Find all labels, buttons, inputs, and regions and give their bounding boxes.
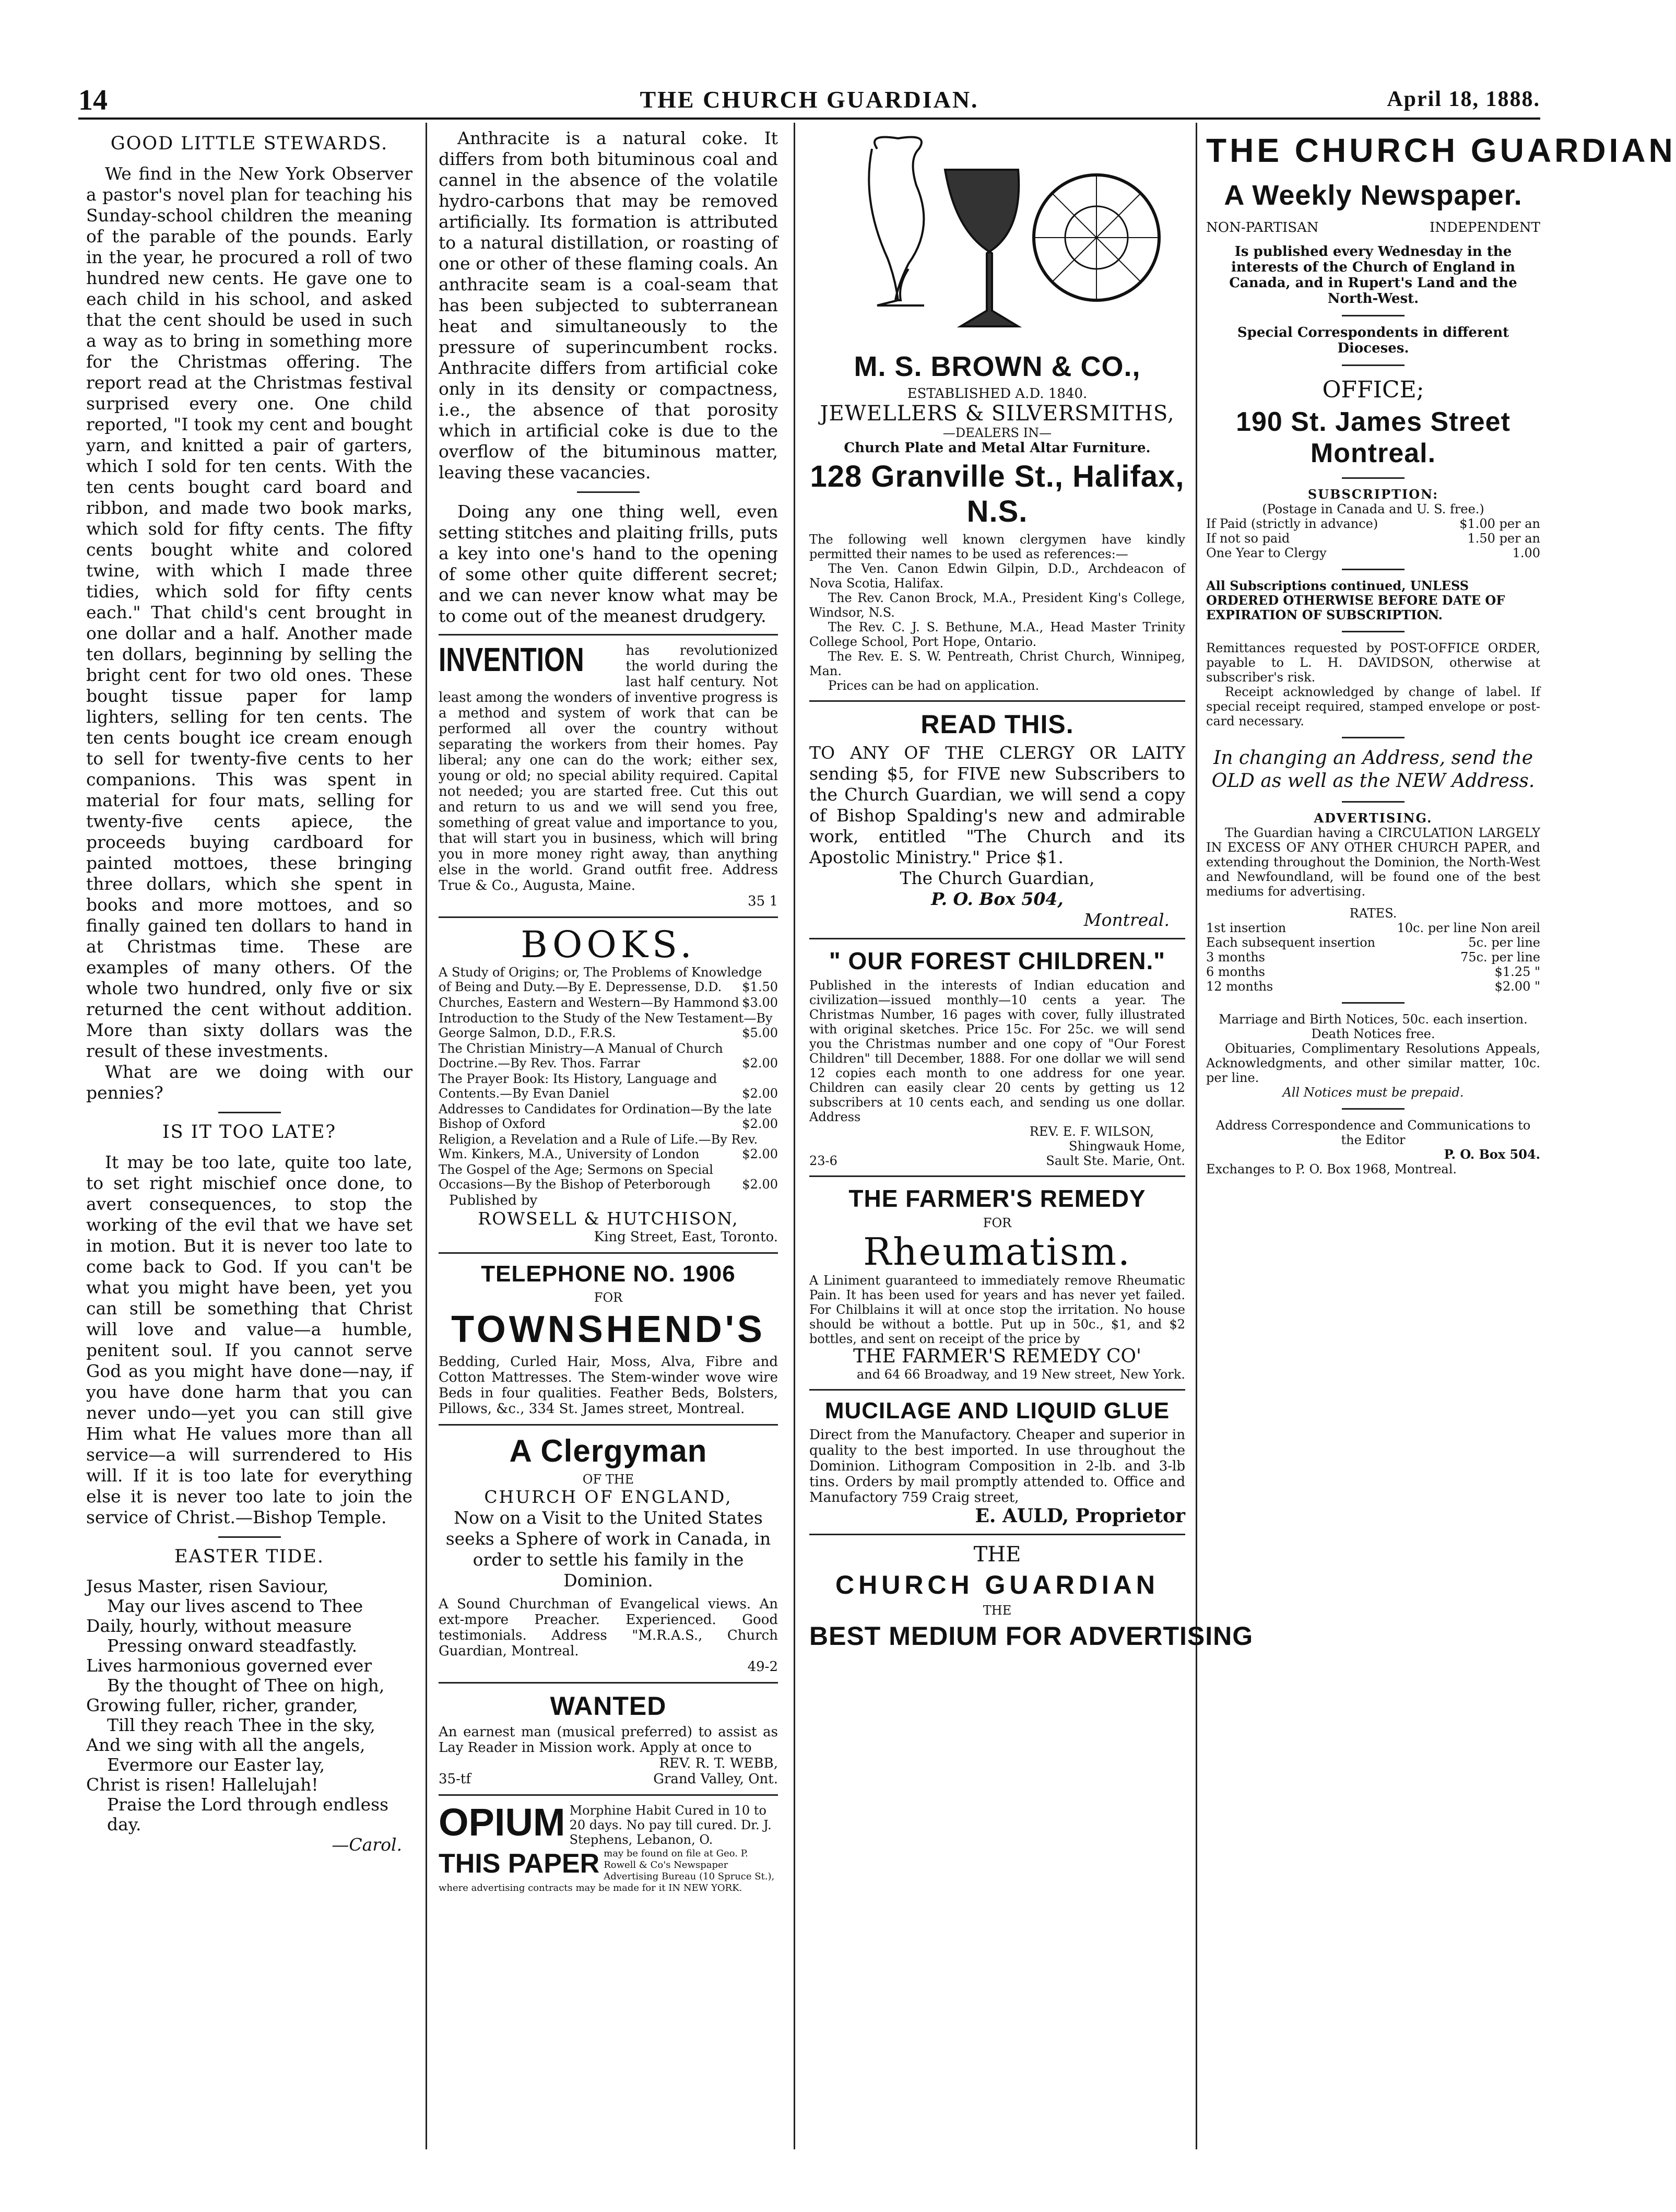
ad-rule [439, 1682, 778, 1684]
subscription-row-value: $1.00 per an [1459, 516, 1540, 531]
ad-rule [439, 1424, 778, 1426]
farmer-for: FOR [983, 1216, 1012, 1230]
advertising-text: The Guardian having a CIRCULATION LARGELY IN EXCESS OF ANY OTHER CHURCH PAPER, and extending throughout the Dominion, the North-West and Newfoundland, will be found one of the best mediums for advertising. [1206, 826, 1540, 899]
forest-place: Sault Ste. Marie, Ont. [1046, 1154, 1185, 1168]
best-medium: BEST MEDIUM FOR ADVERTISING [809, 1621, 1254, 1651]
read-this-text: TO ANY OF THE CLERGY OR LAITY sending $5, for FIVE new Subscribers to the Church Guardian, we will send a copy of Bishop Spalding's new and admirable work, entitled "The Church and its Apostolic Ministry." Price $1. [809, 743, 1185, 867]
changing-address: In changing an Address, send the OLD as well as the NEW Address. [1211, 747, 1535, 792]
book-entry [439, 965, 778, 994]
issue-date: April 18, 1888. [1387, 87, 1540, 111]
nonpartisan-row [1206, 220, 1540, 236]
rheumatism-heading: Rheumatism. [863, 1230, 1131, 1274]
ad-rule [809, 1534, 1185, 1535]
book-title: Addresses to Candidates for Ordination—By the late Bishop of Oxford [439, 1102, 772, 1131]
nonpartisan: NON-PARTISAN [1206, 220, 1319, 236]
book-price: $3.00 [742, 995, 778, 1010]
column-2 [439, 128, 778, 2144]
books-address: King Street, East, Toronto. [594, 1229, 778, 1245]
anthracite-article: Anthracite is a natural coke. It differs from both bituminous coal and cannel in the absence of the volatile hydro-carbons that may be removed artificially. Its formation is attributed to a natural distillation, or roasting of one or other of these flaming coals. An anthracite seam is a coal-seam that has been subjected to subterranean heat and simultaneously to the pressure of superincumbent rocks. Anthracite differs from artificial coke only in its density or compactness, i.e., the absence of that porosity which in artificial coke is due to the overflow of the bituminous matter, leaving these vacancies. [439, 128, 778, 483]
ad-rule [809, 700, 1185, 702]
wanted-name: REV. R. T. WEBB, [659, 1756, 778, 1771]
divider [1342, 1002, 1404, 1004]
subscription-row-value: 1.00 [1512, 546, 1540, 560]
forest-footer [809, 1154, 1185, 1168]
rate-row [1206, 979, 1540, 994]
brown-name: M. S. BROWN & CO., [854, 351, 1141, 382]
subscription-row-label: If not so paid [1206, 531, 1290, 546]
rate-row-label: 12 months [1206, 979, 1273, 994]
rate-row [1206, 950, 1540, 964]
clergyman-text: Now on a Visit to the United States seeks a Sphere of work in Canada, in order to settle his family in the Dominion. [445, 1508, 771, 1591]
opium-text: Morphine Habit Cured in 10 to 20 days. No pay till cured. Dr. J. Stephens, Lebanon, O. [569, 1803, 772, 1847]
poem-line: Jesus Master, risen Saviour, [86, 1576, 329, 1596]
book-title: The Christian Ministry—A Manual of Church Doctrine.—By Rev. Thos. Farrar [439, 1041, 723, 1070]
wanted-place: Grand Valley, Ont. [653, 1771, 778, 1787]
rate-row [1206, 921, 1540, 935]
subscription-row [1206, 516, 1540, 531]
independent: INDEPENDENT [1430, 220, 1540, 236]
ad-rule [439, 634, 778, 636]
reference-entry: The Rev. E. S. W. Pentreath, Christ Church, Winnipeg, Man. [809, 649, 1185, 678]
poem-line: And we sing with all the angels, [86, 1735, 365, 1755]
telephone-heading: TELEPHONE NO. 1906 [481, 1261, 736, 1287]
book-entry [439, 1102, 778, 1131]
special-correspondents: Special Correspondents in different Dioceses. [1237, 325, 1509, 356]
divider [1342, 569, 1404, 570]
column-divider [1196, 123, 1197, 2149]
ad-rule [809, 1389, 1185, 1391]
rate-row-value: 10c. per line Non areil [1397, 921, 1540, 935]
office-label: OFFICE; [1322, 376, 1424, 403]
prepaid-notice: All Notices must be prepaid. [1282, 1085, 1464, 1100]
book-price: $2.00 [742, 1147, 778, 1161]
invention-word: INVENTION [439, 641, 584, 678]
book-entry [439, 995, 778, 1010]
forest-children-text: Published in the interests of Indian education and civilization—issued monthly—10 cents a year. The Christmas Number, 16 pages with cover, fully illustrated with original sketches. Price 15c. For 25c. we will send you the Christmas number and one copy of "Our Forest Children" till December, 1888. For one dollar we will send 12 copies each month to one address for one year. Children can easily clear 20 cents by getting us 12 subscribers at 10 cents each, and sending us one dollar. Address [809, 978, 1185, 1124]
book-entry [439, 1041, 778, 1070]
wanted-heading: WANTED [550, 1691, 667, 1721]
wanted-text: An earnest man (musical preferred) to assist as Lay Reader in Mission work. Apply at once to [439, 1724, 778, 1756]
rate-row-label: 3 months [1206, 950, 1265, 964]
cg-title: THE CHURCH GUARDIAN [1206, 132, 1676, 169]
book-title: A Study of Origins; or, The Problems of Knowledge of Being and Duty.—By E. Depressense, D.D. [439, 965, 762, 994]
divider [1342, 315, 1404, 316]
brown-address: 128 Granville St., Halifax, N.S. [810, 460, 1185, 528]
stewards-question: What are we doing with our pennies? [86, 1062, 412, 1103]
this-paper-word: THIS PAPER [439, 1849, 600, 1879]
book-entry [439, 1162, 778, 1192]
book-price: $2.00 [742, 1086, 778, 1101]
divider [1342, 1108, 1404, 1110]
rate-row-label: 1st insertion [1206, 921, 1286, 935]
wanted-footer [439, 1771, 778, 1787]
office-address: 190 St. James Street Montreal. [1236, 407, 1510, 468]
easter-poem [86, 1576, 412, 1834]
brown-trade: JEWELLERS & SILVERSMITHS, [820, 402, 1175, 426]
reference-entry: The Rev. C. J. S. Bethune, M.A., Head Master Trinity College School, Port Hope, Ontario. [809, 620, 1185, 649]
obituaries-notice: Obituaries, Complimentary Resolutions Appeals, Acknowledgments, and other similar matter, 10c. per line. [1206, 1041, 1540, 1085]
mucilage-heading: MUCILAGE AND LIQUID GLUE [824, 1398, 1170, 1423]
ad-rule [809, 1175, 1185, 1177]
subscription-row-label: If Paid (strictly in advance) [1206, 516, 1378, 531]
advertising-heading: ADVERTISING. [1314, 810, 1433, 826]
book-entry [439, 1072, 778, 1101]
book-price: $5.00 [742, 1026, 778, 1040]
farmer-heading: THE FARMER'S REMEDY [848, 1185, 1146, 1212]
book-title: Churches, Eastern and Western—By Hammond [439, 995, 739, 1010]
ad-rule [439, 1794, 778, 1796]
brown-references [809, 561, 1185, 678]
poem-line: Praise the Lord through endless [107, 1794, 389, 1815]
poem-line: Lives harmonious governed ever [86, 1655, 372, 1676]
read-this-box: P. O. Box 504, [931, 889, 1064, 909]
poem-line: Christ is risen! Hallelujah! [86, 1774, 318, 1795]
poem-line: Pressing onward steadfastly. [107, 1636, 358, 1656]
rate-row-value: $1.25 " [1494, 964, 1540, 979]
divider [1342, 477, 1404, 479]
address-editor: Address Correspondence and Communications to the Editor [1215, 1118, 1531, 1147]
reference-entry: The Rev. Canon Brock, M.A., President King's College, Windsor, N.S. [809, 591, 1185, 620]
farmer-company: THE FARMER'S REMEDY CO' [853, 1346, 1141, 1367]
too-late-heading: IS IT TOO LATE? [162, 1122, 337, 1143]
book-entry [439, 1011, 778, 1040]
forest-code: 23-6 [809, 1154, 837, 1168]
masthead-rule [78, 117, 1540, 120]
best-the-2: THE [983, 1603, 1012, 1618]
divider [1342, 801, 1404, 803]
poem-line: May our lives ascend to Thee [107, 1596, 363, 1616]
invention-code: 35 1 [748, 893, 778, 909]
read-this-heading: READ THIS. [920, 710, 1074, 739]
newspaper-title: THE CHURCH GUARDIAN. [640, 86, 979, 113]
rate-row-value: $2.00 " [1494, 979, 1540, 994]
column-1 [86, 128, 412, 2144]
opium-word: OPIUM [439, 1801, 565, 1844]
subscriptions-continued: All Subscriptions continued, UNLESS ORDERED OTHERWISE BEFORE DATE OF EXPIRATION OF SUBSCRIPTION. [1206, 578, 1505, 622]
book-title: Religion, a Revelation and a Rule of Life.—By Rev. Wm. Kinkers, M.A., University of London [439, 1132, 758, 1161]
townshend-heading: TOWNSHEND'S [451, 1309, 765, 1350]
goblet-and-plate-icon [830, 128, 1164, 347]
ad-rule [439, 1252, 778, 1254]
brown-dealers: —DEALERS IN— [942, 426, 1052, 440]
published-notice: Is published every Wednesday in the interests of the Church of England in Canada, and in Rupert's Land and the North-West. [1229, 244, 1517, 307]
clergyman-code: 49-2 [747, 1659, 778, 1675]
for-label: FOR [594, 1290, 623, 1305]
book-price: $2.00 [742, 1177, 778, 1192]
rate-row [1206, 935, 1540, 950]
too-late-article: It may be too late, quite too late, to set right mischief once done, to avert consequences, to stop the working of the evil that we have set in motion. But it is never too late to come back to God. If you can't be what you might have been, yet you can still be something that Christ will love and value—a humble, penitent soul. If you cannot serve God as you might have done—nay, if you have done harm that you can never undo—yet you can still give Him what He values more than all service—a will surrendered to His will. If it is too late for everything else it is never too late to join the service of Christ.—Bishop Temple. [86, 1152, 412, 1527]
book-price: $2.00 [742, 1116, 778, 1131]
marriage-notices: Marriage and Birth Notices, 50c. each insertion. Death Notices free. [1219, 1012, 1528, 1041]
mucilage-proprietor: E. AULD, Proprietor [975, 1505, 1185, 1527]
subscription-row [1206, 546, 1540, 560]
stewards-heading: GOOD LITTLE STEWARDS. [110, 133, 388, 154]
remittances: Remittances requested by POST-OFFICE ORDER, payable to L. H. DAVIDSON, otherwise at subscriber's risk. [1206, 641, 1540, 685]
book-price: $2.00 [742, 1056, 778, 1070]
farmer-text: A Liniment guaranteed to immediately remove Rheumatic Pain. It has been used for years and has never yet failed. For Chilblains it will at once stop the irritation. No house should be without a bottle. Put up in 50c., $1, and $2 bottles, and sent on receipt of the price by [809, 1273, 1185, 1346]
subscription-row-label: One Year to Clergy [1206, 546, 1327, 560]
invention-ad [439, 643, 778, 909]
book-price: $1.50 [742, 980, 778, 994]
weekly-newspaper: A Weekly Newspaper. [1224, 180, 1522, 211]
book-title: Introduction to the Study of the New Testament—By George Salmon, D.D., F.R.S. [439, 1011, 773, 1040]
books-list [439, 965, 778, 1192]
stewards-article: We find in the New York Observer a pastor's novel plan for teaching his Sunday-school children the meaning of the parable of the pounds. Early in the year, he procured a roll of two hundred new cents. He gave one to each child in his school, and asked that the cent should be used in such a way as to bring in something more for the Christmas offering. The report read at the Christmas festival surprised every one. One child reported, "I took my cent and bought yarn, and knitted a pair of garters, which I sold for ten cents. With the ten cents bought card board and ribbon, and made two book marks, which sold for fifty cents. The fifty cents bought white and colored twine, with which I made three tidies, which sold for fifty cents each." That child's cent brought in one dollar and a half. Another made ten dollars, beginning by selling the bright cent for two old ones. These bought tissue paper for lamp lighters, selling for ten cents. The ten cents bought ice cream enough to sell for twenty-five cents to her companions. This was spent in material for four mats, selling for twenty-five cents apiece, the proceeds buying cardboard for painted mottoes, these bringing three dollars, which she spent in books and more mottoes, and so finally gained ten dollars to hand in at Christmas time. These are examples of many others. Of the whole two hundred, only five or six returned the cent without addition. More than sixty dollars was the result of these investments. [86, 163, 412, 1061]
subscription-row-value: 1.50 per an [1467, 531, 1540, 546]
invention-text: has revolutionized the world during the last half century. Not least among the wonders of inventive progress is a method and system of work that can be performed all over the country without separating the workers from their homes. Pay liberal; any one can do the work; either sex, young or old; no special ability required. Capital not needed; you are started free. Cut this out and return to us and we will send you free, something of great value and importance to you, that will start you in business, which will bring you in more money right away, than anything else in the world. Grand outfit free. Address True & Co., Augusta, Maine. [439, 643, 778, 893]
farmer-address: and 64 66 Broadway, and 19 New street, New York. [856, 1367, 1185, 1382]
page-number: 14 [78, 84, 108, 116]
brown-prices: Prices can be had on application. [828, 678, 1040, 693]
of-the-label: OF THE [582, 1472, 634, 1487]
forest-children-heading: " OUR FOREST CHILDREN." [829, 947, 1166, 974]
subscription-heading: SUBSCRIPTION: [1307, 487, 1439, 502]
clergyman-details: A Sound Churchman of Evangelical views. An ext-mpore Preacher. Experienced. Good testimonials. Address "M.R.A.S., Church Guardian, Montreal. [439, 1596, 778, 1659]
best-church-guardian: CHURCH GUARDIAN [835, 1570, 1159, 1599]
rate-row-value: 75c. per line [1460, 950, 1540, 964]
poem-author: —Carol. [332, 1834, 402, 1855]
subscription-rates [1206, 516, 1540, 560]
divider [577, 491, 640, 493]
ad-rule [809, 938, 1185, 939]
receipt-note: Receipt acknowledged by change of label. If special receipt required, stamped envelope or post-card necessary. [1206, 685, 1540, 728]
poem-line: Daily, hourly, without measure [86, 1616, 352, 1636]
exchanges: Exchanges to P. O. Box 1968, Montreal. [1206, 1162, 1457, 1176]
masthead [78, 84, 1540, 115]
column-divider [426, 123, 427, 2149]
books-publisher: ROWSELL & HUTCHISON, [478, 1208, 739, 1229]
reference-entry: The Ven. Canon Edwin Gilpin, D.D., Archdeacon of Nova Scotia, Halifax. [809, 561, 1185, 591]
brown-intro: The following well known clergymen have kindly permitted their names to be used as references:— [809, 532, 1185, 561]
ad-rule [439, 916, 778, 918]
this-paper-text: may be found on file at Geo. P. Rowell & Co's Newspaper Advertising Bureau (10 Spruce St.), where advertising contracts may be made for it IN NEW YORK. [439, 1848, 775, 1893]
divider [1342, 631, 1404, 632]
poem-line: Growing fuller, richer, grander, [86, 1695, 358, 1715]
books-heading: BOOKS. [521, 923, 696, 966]
divider [218, 1112, 281, 1113]
forest-home: Shingwauk Home, [1069, 1139, 1185, 1154]
easter-heading: EASTER TIDE. [174, 1546, 325, 1567]
read-this-sign: The Church Guardian, [900, 868, 1095, 888]
church-of-england: CHURCH OF ENGLAND, [484, 1487, 733, 1507]
doing-well-article: Doing any one thing well, even setting stitches and plaiting frills, puts a key into one's hand to the opening of some other quite different secret; and we can never know what may be to come out of the meanest drudgery. [439, 501, 778, 626]
clergyman-heading: A Clergyman [509, 1433, 707, 1468]
rate-row-label: Each subsequent insertion [1206, 935, 1376, 950]
editor-box: P. O. Box 504. [1444, 1147, 1540, 1162]
divider [1342, 364, 1404, 366]
rate-row-label: 6 months [1206, 964, 1265, 979]
rates-heading: RATES. [1349, 906, 1397, 921]
poem-line: Evermore our Easter lay, [107, 1755, 325, 1775]
opium-ad [439, 1801, 778, 1847]
mucilage-text: Direct from the Manufactory. Cheaper and superior in quality to the best imported. In use throughout the Dominion. Lithogram Composition in 2-lb. and 3-lb tins. Orders by mail promptly attended to. Office and Manufactory 759 Craig street, [809, 1427, 1185, 1505]
rate-row [1206, 964, 1540, 979]
rate-row-value: 5c. per line [1468, 935, 1540, 950]
divider [1342, 737, 1404, 738]
advertising-rates [1206, 921, 1540, 994]
subscription-row [1206, 531, 1540, 546]
read-this-city: Montreal. [1083, 910, 1170, 930]
forest-name: REV. E. F. WILSON, [1029, 1124, 1154, 1139]
books-published: Published by [449, 1193, 538, 1208]
column-4 [1206, 128, 1676, 2144]
poem-line: day. [107, 1814, 141, 1834]
poem-line: By the thought of Thee on high, [107, 1675, 385, 1696]
poem-line: Till they reach Thee in the sky, [107, 1715, 375, 1735]
postage-note: (Postage in Canada and U. S. free.) [1262, 502, 1484, 516]
divider [218, 1536, 281, 1538]
book-title: The Prayer Book: Its History, Language and Contents.—By Evan Daniel [439, 1072, 717, 1101]
brown-established: ESTABLISHED A.D. 1840. [907, 386, 1088, 402]
wanted-code: 35-tf [439, 1771, 471, 1787]
townshend-text: Bedding, Curled Hair, Moss, Alva, Fibre and Cotton Mattresses. The Stem-winder wove wire Beds in four qualities. Feather Beds, Bolsters, Pillows, &c., 334 St. James street, Montreal. [439, 1354, 778, 1417]
column-divider [794, 123, 795, 2149]
brown-goods: Church Plate and Metal Altar Furniture. [844, 440, 1151, 456]
best-the: THE [973, 1543, 1021, 1567]
book-entry [439, 1132, 778, 1161]
this-paper-ad [439, 1848, 778, 1893]
book-title: The Gospel of the Age; Sermons on Special Occasions—By the Bishop of Peterborough [439, 1162, 713, 1192]
